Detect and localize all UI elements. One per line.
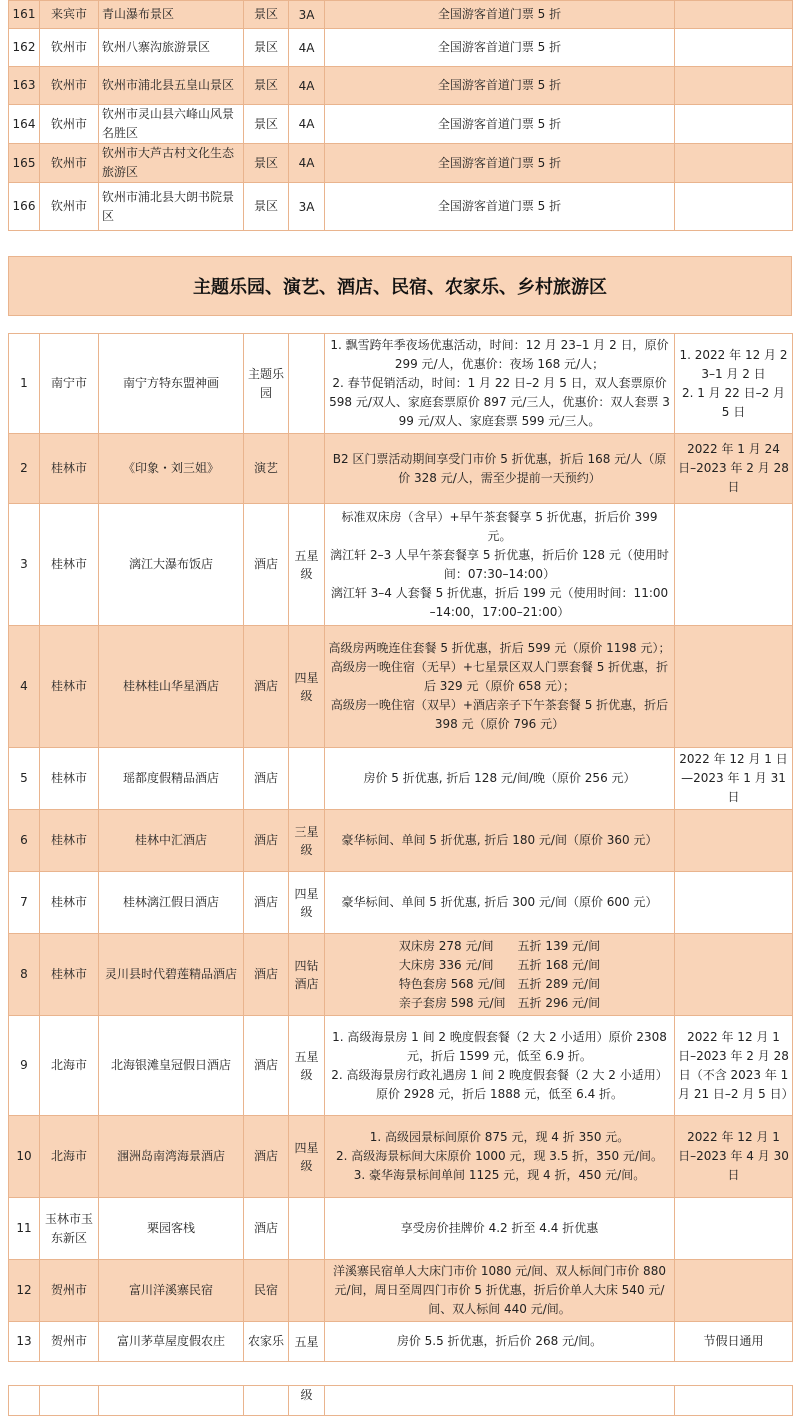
cell-name: 桂林桂山华星酒店 — [99, 626, 244, 748]
cell-city: 钦州市 — [40, 67, 99, 105]
cell-period — [675, 626, 793, 748]
cell-name: 漓江大瀑布饭店 — [99, 504, 244, 626]
cell-period — [675, 105, 793, 144]
table-row — [9, 1, 793, 29]
cell-city: 南宁市 — [40, 334, 99, 434]
cell-name: 青山瀑布景区 — [99, 1, 244, 29]
cell-city: 桂林市 — [40, 934, 99, 1016]
cell-offer: 全国游客首道门票 5 折 — [325, 1, 675, 29]
cell-city: 贺州市 — [40, 1322, 99, 1362]
cell-period — [675, 144, 793, 183]
cell-name: 涠洲岛南湾海景酒店 — [99, 1116, 244, 1198]
cell-no: 163 — [9, 67, 40, 105]
cell-type: 演艺 — [244, 434, 289, 504]
table-row — [9, 144, 793, 183]
cell-period — [675, 810, 793, 872]
cell-level: 四钻酒店 — [289, 934, 325, 1016]
cell-level — [289, 1260, 325, 1322]
cell-city: 北海市 — [40, 1016, 99, 1116]
cell-city: 钦州市 — [40, 29, 99, 67]
cell-type — [244, 1386, 289, 1416]
cell-name: 钦州八寨沟旅游景区 — [99, 29, 244, 67]
cell-offer: 洋溪寨民宿单人大床门市价 1080 元/间、双人标间门市价 880 元/间，周日至周四门市价 5 折优惠，折后价单人大床 540 元/间、双人标间 440 元/间。 — [325, 1260, 675, 1322]
cell-city: 桂林市 — [40, 504, 99, 626]
cell-period — [675, 872, 793, 934]
cell-city: 桂林市 — [40, 626, 99, 748]
cell-no: 161 — [9, 1, 40, 29]
cell-offer: 高级房两晚连住套餐 5 折优惠，折后 599 元（原价 1198 元）； 高级房一晚住宿（无早）+七星景区双人门票套餐 5 折优惠，折后 329 元（原价 658 元）； 高级房一晚住宿（双早）+酒店亲子下午茶套餐 5 折优惠，折后 398 元（原价 796 元） — [325, 626, 675, 748]
cell-no: 10 — [9, 1116, 40, 1198]
cell-offer: 豪华标间、单间 5 折优惠, 折后 300 元/间（原价 600 元） — [325, 872, 675, 934]
cell-no: 165 — [9, 144, 40, 183]
cell-type: 景区 — [244, 183, 289, 231]
table-row — [9, 626, 793, 748]
cell-offer: 全国游客首道门票 5 折 — [325, 67, 675, 105]
cell-type: 景区 — [244, 1, 289, 29]
cell-name: 北海银滩皇冠假日酒店 — [99, 1016, 244, 1116]
cell-period — [675, 67, 793, 105]
table-row — [9, 872, 793, 934]
cell-offer — [325, 1386, 675, 1416]
cell-level: 五星 — [289, 1322, 325, 1362]
cell-period: 2022 年 12 月 1 日—2023 年 1 月 31 日 — [675, 748, 793, 810]
cell-type: 酒店 — [244, 1116, 289, 1198]
cell-name: 富川茅草屋度假农庄 — [99, 1322, 244, 1362]
cell-no: 7 — [9, 872, 40, 934]
table-row — [9, 183, 793, 231]
cell-level: 五星级 — [289, 1016, 325, 1116]
cell-level: 五星级 — [289, 504, 325, 626]
cell-name: 钦州市浦北县大朗书院景区 — [99, 183, 244, 231]
cell-city: 桂林市 — [40, 748, 99, 810]
cell-period — [675, 504, 793, 626]
table-row — [9, 434, 793, 504]
cell-offer: 全国游客首道门票 5 折 — [325, 183, 675, 231]
cell-name — [99, 1386, 244, 1416]
cell-type: 主题乐园 — [244, 334, 289, 434]
table-row — [9, 67, 793, 105]
cell-name: 钦州市浦北县五皇山景区 — [99, 67, 244, 105]
cell-level: 级 — [289, 1386, 325, 1416]
cell-period — [675, 1198, 793, 1260]
cell-city: 玉林市玉东新区 — [40, 1198, 99, 1260]
cell-level: 3A — [289, 183, 325, 231]
cell-city — [40, 1386, 99, 1416]
cell-period — [675, 1260, 793, 1322]
cell-level — [289, 334, 325, 434]
cell-offer: 1. 高级园景标间原价 875 元，现 4 折 350 元。 2. 高级海景标间大床原价 1000 元，现 3.5 折，350 元/间。 3. 豪华海景标间单间 1125 元，现 4 折，450 元/间。 — [325, 1116, 675, 1198]
cell-period: 2022 年 12 月 1 日–2023 年 4 月 30 日 — [675, 1116, 793, 1198]
venue-table — [8, 333, 793, 1362]
cell-no: 2 — [9, 434, 40, 504]
cell-no: 4 — [9, 626, 40, 748]
cell-offer: 全国游客首道门票 5 折 — [325, 29, 675, 67]
cell-city: 桂林市 — [40, 872, 99, 934]
cell-offer: 房价 5.5 折优惠，折后价 268 元/间。 — [325, 1322, 675, 1362]
cell-no: 5 — [9, 748, 40, 810]
cell-offer: 1. 高级海景房 1 间 2 晚度假套餐（2 大 2 小适用）原价 2308 元，折后 1599 元，低至 6.9 折。 2. 高级海景房行政礼遇房 1 间 2 晚度假套餐（2 大 2 小适用）原价 2928 元，折后 1888 元，低至 6.4 折。 — [325, 1016, 675, 1116]
cell-name: 灵川县时代碧莲精品酒店 — [99, 934, 244, 1016]
cell-type: 酒店 — [244, 626, 289, 748]
cell-offer: 双床房 278 元/间 五折 139 元/间 大床房 336 元/间 五折 168 元/间 特色套房 568 元/间 五折 289 元/间 亲子套房 598 元/间 五折 296 元/间 — [325, 934, 675, 1016]
cell-offer: 标准双床房（含早）+早午茶套餐享 5 折优惠，折后价 399 元。 漓江轩 2–3 人早午茶套餐享 5 折优惠，折后价 128 元（使用时间：07:30–14:00） 漓江轩 3–4 人套餐 5 折优惠，折后 199 元（使用时间：11:00–14:00，17:00–21:00） — [325, 504, 675, 626]
cell-level: 四星级 — [289, 1116, 325, 1198]
cell-city: 来宾市 — [40, 1, 99, 29]
cell-level: 四星级 — [289, 872, 325, 934]
table-row — [9, 810, 793, 872]
cell-period: 1. 2022 年 12 月 23–1 月 2 日 2. 1 月 22 日–2 月 5 日 — [675, 334, 793, 434]
cell-city: 桂林市 — [40, 434, 99, 504]
cell-type: 农家乐 — [244, 1322, 289, 1362]
table-row — [9, 1116, 793, 1198]
cell-offer: 享受房价挂牌价 4.2 折至 4.4 折优惠 — [325, 1198, 675, 1260]
cell-offer: 全国游客首道门票 5 折 — [325, 144, 675, 183]
cell-no: 8 — [9, 934, 40, 1016]
cell-period — [675, 1386, 793, 1416]
cell-name: 富川洋溪寨民宿 — [99, 1260, 244, 1322]
cell-level: 四星级 — [289, 626, 325, 748]
cell-level — [289, 434, 325, 504]
cell-type: 景区 — [244, 67, 289, 105]
cell-no: 162 — [9, 29, 40, 67]
cell-city: 钦州市 — [40, 183, 99, 231]
cell-no: 9 — [9, 1016, 40, 1116]
cell-name: 《印象・刘三姐》 — [99, 434, 244, 504]
cell-no: 3 — [9, 504, 40, 626]
cell-name: 南宁方特东盟神画 — [99, 334, 244, 434]
cell-no: 166 — [9, 183, 40, 231]
cell-type: 景区 — [244, 105, 289, 144]
cell-city: 桂林市 — [40, 810, 99, 872]
cell-offer: B2 区门票活动期间享受门市价 5 折优惠，折后 168 元/人（原价 328 元/人，需至少提前一天预约） — [325, 434, 675, 504]
table-row — [9, 1386, 793, 1416]
cell-level: 三星级 — [289, 810, 325, 872]
section-title: 主题乐园、演艺、酒店、民宿、农家乐、乡村旅游区 — [8, 256, 792, 316]
cell-period: 节假日通用 — [675, 1322, 793, 1362]
cell-period — [675, 934, 793, 1016]
cell-city: 贺州市 — [40, 1260, 99, 1322]
cell-name: 栗园客栈 — [99, 1198, 244, 1260]
cell-type: 酒店 — [244, 1016, 289, 1116]
cell-name: 钦州市灵山县六峰山风景名胜区 — [99, 105, 244, 144]
table-row — [9, 334, 793, 434]
cell-level: 3A — [289, 1, 325, 29]
cell-city: 钦州市 — [40, 144, 99, 183]
cell-offer: 1. 飘雪跨年季夜场优惠活动，时间：12 月 23–1 月 2 日，原价 299 元/人，优惠价：夜场 168 元/人； 2. 春节促销活动，时间：1 月 22 日–2 月 5 日，双人套票原价 598 元/双人、家庭套票原价 897 元/三人，优惠价：双人套票 399 元/双人、家庭套票 599 元/三人。 — [325, 334, 675, 434]
cell-level — [289, 1198, 325, 1260]
cell-name: 瑶都度假精品酒店 — [99, 748, 244, 810]
table-row — [9, 748, 793, 810]
cell-period — [675, 29, 793, 67]
table-row — [9, 1198, 793, 1260]
cell-period: 2022 年 1 月 24 日–2023 年 2 月 28 日 — [675, 434, 793, 504]
cell-level: 4A — [289, 144, 325, 183]
cell-name: 钦州市大芦古村文化生态旅游区 — [99, 144, 244, 183]
cell-no: 11 — [9, 1198, 40, 1260]
cell-type: 民宿 — [244, 1260, 289, 1322]
cell-level: 4A — [289, 105, 325, 144]
cell-offer: 全国游客首道门票 5 折 — [325, 105, 675, 144]
cell-level: 4A — [289, 29, 325, 67]
cell-no: 12 — [9, 1260, 40, 1322]
cell-no: 6 — [9, 810, 40, 872]
table-row — [9, 1016, 793, 1116]
cell-type: 酒店 — [244, 872, 289, 934]
table-row — [9, 934, 793, 1016]
table-row — [9, 1260, 793, 1322]
cell-name: 桂林漓江假日酒店 — [99, 872, 244, 934]
table-row — [9, 504, 793, 626]
cell-offer: 豪华标间、单间 5 折优惠, 折后 180 元/间（原价 360 元） — [325, 810, 675, 872]
cell-period — [675, 183, 793, 231]
cell-period — [675, 1, 793, 29]
cell-city: 北海市 — [40, 1116, 99, 1198]
table-row — [9, 29, 793, 67]
cell-type: 景区 — [244, 29, 289, 67]
cell-level — [289, 748, 325, 810]
scenic-spot-table — [8, 0, 793, 231]
cell-type: 景区 — [244, 144, 289, 183]
partial-row-table — [8, 1385, 793, 1416]
cell-offer: 房价 5 折优惠, 折后 128 元/间/晚（原价 256 元） — [325, 748, 675, 810]
cell-no: 164 — [9, 105, 40, 144]
cell-period: 2022 年 12 月 1 日–2023 年 2 月 28 日（不含 2023 年 1 月 21 日–2 月 5 日） — [675, 1016, 793, 1116]
table-row — [9, 105, 793, 144]
cell-type: 酒店 — [244, 1198, 289, 1260]
table-row — [9, 1322, 793, 1362]
cell-level: 4A — [289, 67, 325, 105]
cell-no — [9, 1386, 40, 1416]
cell-no: 1 — [9, 334, 40, 434]
cell-type: 酒店 — [244, 810, 289, 872]
cell-type: 酒店 — [244, 934, 289, 1016]
cell-no: 13 — [9, 1322, 40, 1362]
cell-type: 酒店 — [244, 504, 289, 626]
cell-city: 钦州市 — [40, 105, 99, 144]
cell-type: 酒店 — [244, 748, 289, 810]
cell-name: 桂林中汇酒店 — [99, 810, 244, 872]
